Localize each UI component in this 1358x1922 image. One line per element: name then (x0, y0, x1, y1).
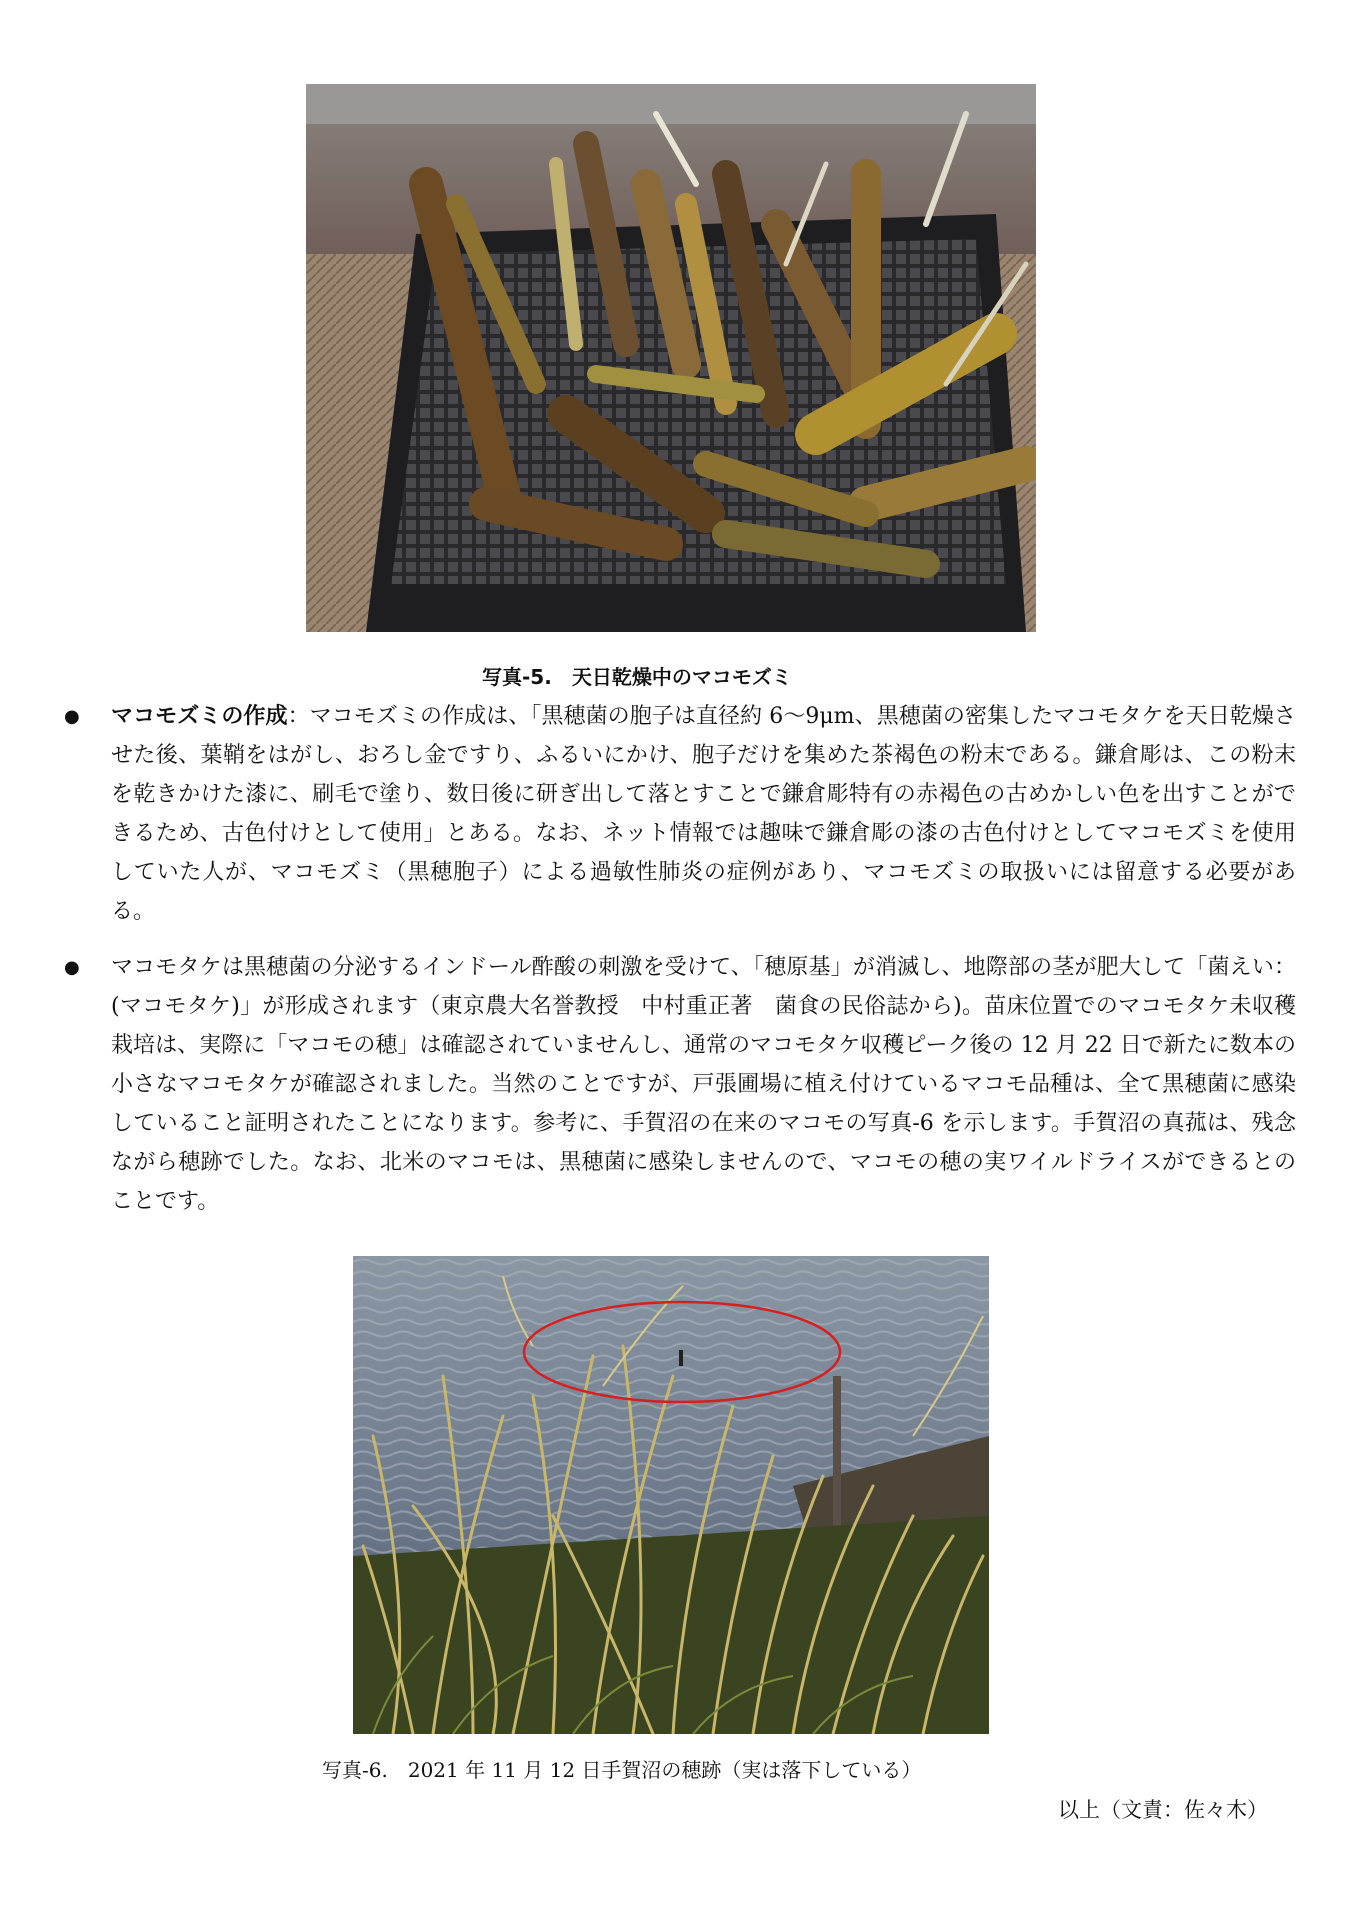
photo-teganuma-reeds (353, 1256, 989, 1734)
photo-drying-makomozumi (306, 84, 1036, 632)
list-item-makomotake (64, 948, 1296, 1221)
paragraph-text: マコモタケは黒穂菌の分泌するインドール酢酸の刺激を受けて、「穂原基」が消滅し、地際部の茎が肥大して「菌えい：(マコモタケ)」が形成されます（東京農大名誉教授 中村重正著 菌食の民俗誌から)。苗床位置でのマコモタケ未収穫栽培は、実際に「マコモの穂」は確認されていませんし、通常のマコモタケ収穫ピーク後の 12 月 22 日で新たに数本の小さなマコモタケが確認されました。当然のことですが、戸張圃場に植え付けているマコモ品種は、全て黒穂菌に感染していること証明されたことになります。参考に、手賀沼の在来のマコモの写真-6 を示します。手賀沼の真菰は、残念ながら穂跡でした。なお、北米のマコモは、黒穂菌に感染しませんので、マコモの穂の実ワイルドライスができるとのことです。 (111, 955, 1296, 1214)
signoff: 以上（文責：佐々木） (1058, 1798, 1268, 1822)
photo-6-caption: 写真-6. 2021 年 11 月 12 日手賀沼の穂跡（実は落下している） (322, 1758, 922, 1782)
paragraph-title: マコモズミの作成 (111, 704, 288, 729)
paragraph-text: ：マコモズミの作成は、「黒穂菌の胞子は直径約 6～9μm、黒穂菌の密集したマコモタケを天日乾燥させた後、葉鞘をはがし、おろし金ですり、ふるいにかけ、胞子だけを集めた茶褐色の粉末である。鎌倉彫は、この粉末を乾きかけた漆に、刷毛で塗り、数日後に研ぎ出して落とすことで鎌倉彫特有の赤褐色の古めかしい色を出すことができるため、古色付けとして使用」とある。なお、ネット情報では趣味で鎌倉彫の漆の古色付けとしてマコモズミを使用していた人が、マコモズミ（黒穂胞子）による過敏性肺炎の症例があり、マコモズミの取扱いには留意する必要がある。 (111, 704, 1296, 924)
photo-5-caption: 写真-5. 天日乾燥中のマコモズミ (482, 665, 792, 689)
list-item-makomozumi (64, 697, 1296, 931)
bullet-icon: ● (64, 957, 80, 978)
bullet-icon: ● (64, 706, 80, 727)
